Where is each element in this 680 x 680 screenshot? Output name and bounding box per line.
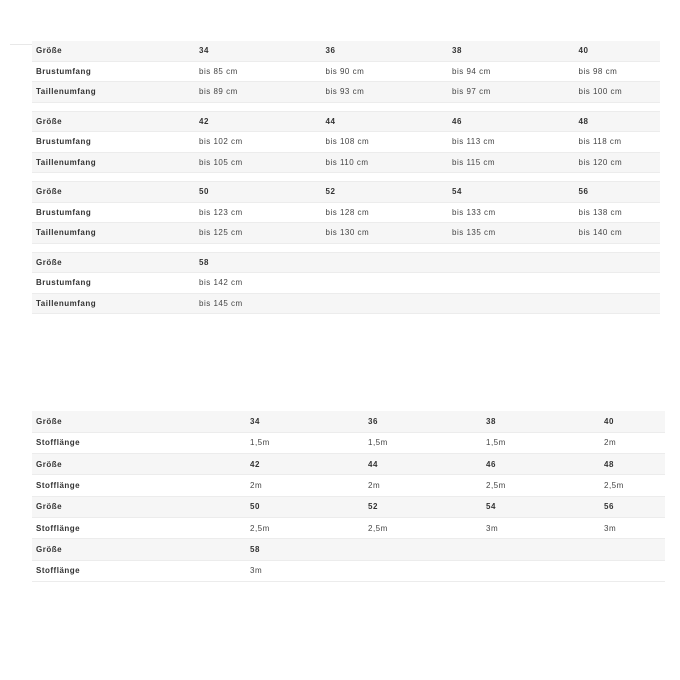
fabric-length-cell: 2m	[600, 432, 665, 453]
waist-cell: bis 135 cm	[448, 223, 575, 244]
size-cell: 46	[482, 454, 600, 475]
size-row	[32, 252, 660, 273]
waist-row	[32, 82, 660, 103]
size-cell: 50	[195, 182, 322, 203]
waist-label: Taillenumfang	[32, 223, 195, 244]
fabric-length-row	[32, 560, 665, 581]
fabric-length-label: Stofflänge	[32, 560, 246, 581]
size-cell: 58	[195, 252, 322, 273]
fabric-length-cell: 1,5m	[364, 432, 482, 453]
size-label: Größe	[32, 496, 246, 517]
spacer-cell	[32, 173, 660, 182]
waist-cell: bis 110 cm	[322, 152, 449, 173]
size-cell: 36	[322, 41, 449, 62]
size-label: Größe	[32, 252, 195, 273]
bust-cell: bis 98 cm	[575, 61, 661, 82]
waist-cell	[448, 293, 575, 314]
size-cell: 50	[246, 496, 364, 517]
size-row	[32, 496, 665, 517]
size-row	[32, 411, 665, 432]
waist-cell	[322, 293, 449, 314]
size-cell	[364, 539, 482, 560]
size-cell: 56	[575, 182, 661, 203]
size-cell	[575, 252, 661, 273]
fabric-length-cell: 2,5m	[600, 475, 665, 496]
size-row	[32, 182, 660, 203]
fabric-length-row	[32, 475, 665, 496]
bust-row	[32, 132, 660, 153]
fabric-length-cell	[482, 560, 600, 581]
size-label: Größe	[32, 454, 246, 475]
fabric-length-row	[32, 432, 665, 453]
waist-row	[32, 293, 660, 314]
size-cell: 42	[246, 454, 364, 475]
fabric-length-table	[32, 411, 665, 582]
size-label: Größe	[32, 182, 195, 203]
size-cell: 40	[575, 41, 661, 62]
waist-cell: bis 140 cm	[575, 223, 661, 244]
waist-row	[32, 223, 660, 244]
divider	[10, 44, 32, 45]
bust-cell	[448, 273, 575, 294]
size-cell: 48	[575, 111, 661, 132]
size-cell: 56	[600, 496, 665, 517]
size-label: Größe	[32, 111, 195, 132]
bust-cell: bis 85 cm	[195, 61, 322, 82]
size-cell: 46	[448, 111, 575, 132]
size-cell: 52	[364, 496, 482, 517]
fabric-length-cell: 2m	[364, 475, 482, 496]
fabric-length-label: Stofflänge	[32, 517, 246, 538]
fabric-length-cell	[600, 560, 665, 581]
waist-cell: bis 100 cm	[575, 82, 661, 103]
bust-cell: bis 123 cm	[195, 202, 322, 223]
bust-row	[32, 202, 660, 223]
waist-cell: bis 89 cm	[195, 82, 322, 103]
table-spacer	[32, 243, 660, 252]
bust-label: Brustumfang	[32, 61, 195, 82]
fabric-length-cell: 3m	[482, 517, 600, 538]
size-cell: 34	[246, 411, 364, 432]
bust-label: Brustumfang	[32, 202, 195, 223]
bust-label: Brustumfang	[32, 132, 195, 153]
waist-cell: bis 130 cm	[322, 223, 449, 244]
bust-row	[32, 273, 660, 294]
waist-cell	[575, 293, 661, 314]
waist-cell: bis 97 cm	[448, 82, 575, 103]
size-cell: 38	[482, 411, 600, 432]
table-spacer	[32, 173, 660, 182]
size-cell: 54	[448, 182, 575, 203]
size-cell: 48	[600, 454, 665, 475]
size-cell	[448, 252, 575, 273]
fabric-length-label: Stofflänge	[32, 475, 246, 496]
size-cell: 44	[364, 454, 482, 475]
size-row	[32, 41, 660, 62]
fabric-length-cell: 2m	[246, 475, 364, 496]
waist-label: Taillenumfang	[32, 152, 195, 173]
fabric-length-cell: 2,5m	[364, 517, 482, 538]
fabric-length-cell: 2,5m	[482, 475, 600, 496]
size-label: Größe	[32, 411, 246, 432]
bust-cell: bis 133 cm	[448, 202, 575, 223]
bust-cell: bis 108 cm	[322, 132, 449, 153]
bust-cell	[322, 273, 449, 294]
waist-cell: bis 93 cm	[322, 82, 449, 103]
size-cell: 42	[195, 111, 322, 132]
fabric-length-cell: 2,5m	[246, 517, 364, 538]
size-cell: 58	[246, 539, 364, 560]
size-cell: 38	[448, 41, 575, 62]
bust-cell: bis 90 cm	[322, 61, 449, 82]
waist-row	[32, 152, 660, 173]
waist-label: Taillenumfang	[32, 82, 195, 103]
fabric-length-cell	[364, 560, 482, 581]
size-row	[32, 454, 665, 475]
waist-cell: bis 105 cm	[195, 152, 322, 173]
size-cell: 34	[195, 41, 322, 62]
waist-label: Taillenumfang	[32, 293, 195, 314]
bust-cell: bis 128 cm	[322, 202, 449, 223]
fabric-length-cell: 3m	[600, 517, 665, 538]
size-cell: 44	[322, 111, 449, 132]
size-cell: 36	[364, 411, 482, 432]
size-label: Größe	[32, 539, 246, 560]
fabric-length-cell: 3m	[246, 560, 364, 581]
size-cell: 52	[322, 182, 449, 203]
bust-cell: bis 113 cm	[448, 132, 575, 153]
spacer-cell	[32, 243, 660, 252]
size-cell: 40	[600, 411, 665, 432]
bust-cell	[575, 273, 661, 294]
waist-cell: bis 125 cm	[195, 223, 322, 244]
fabric-length-label: Stofflänge	[32, 432, 246, 453]
bust-cell: bis 118 cm	[575, 132, 661, 153]
size-cell	[482, 539, 600, 560]
waist-cell: bis 120 cm	[575, 152, 661, 173]
table-spacer	[32, 102, 660, 111]
spacer-cell	[32, 102, 660, 111]
bust-row	[32, 61, 660, 82]
size-cell: 54	[482, 496, 600, 517]
bust-cell: bis 102 cm	[195, 132, 322, 153]
fabric-length-cell: 1,5m	[246, 432, 364, 453]
bust-label: Brustumfang	[32, 273, 195, 294]
size-row	[32, 539, 665, 560]
bust-cell: bis 94 cm	[448, 61, 575, 82]
fabric-length-cell: 1,5m	[482, 432, 600, 453]
bust-cell: bis 138 cm	[575, 202, 661, 223]
size-cell	[600, 539, 665, 560]
waist-cell: bis 145 cm	[195, 293, 322, 314]
size-label: Größe	[32, 41, 195, 62]
bust-cell: bis 142 cm	[195, 273, 322, 294]
size-cell	[322, 252, 449, 273]
fabric-length-row	[32, 517, 665, 538]
measurement-size-table	[32, 40, 660, 314]
waist-cell: bis 115 cm	[448, 152, 575, 173]
size-row	[32, 111, 660, 132]
